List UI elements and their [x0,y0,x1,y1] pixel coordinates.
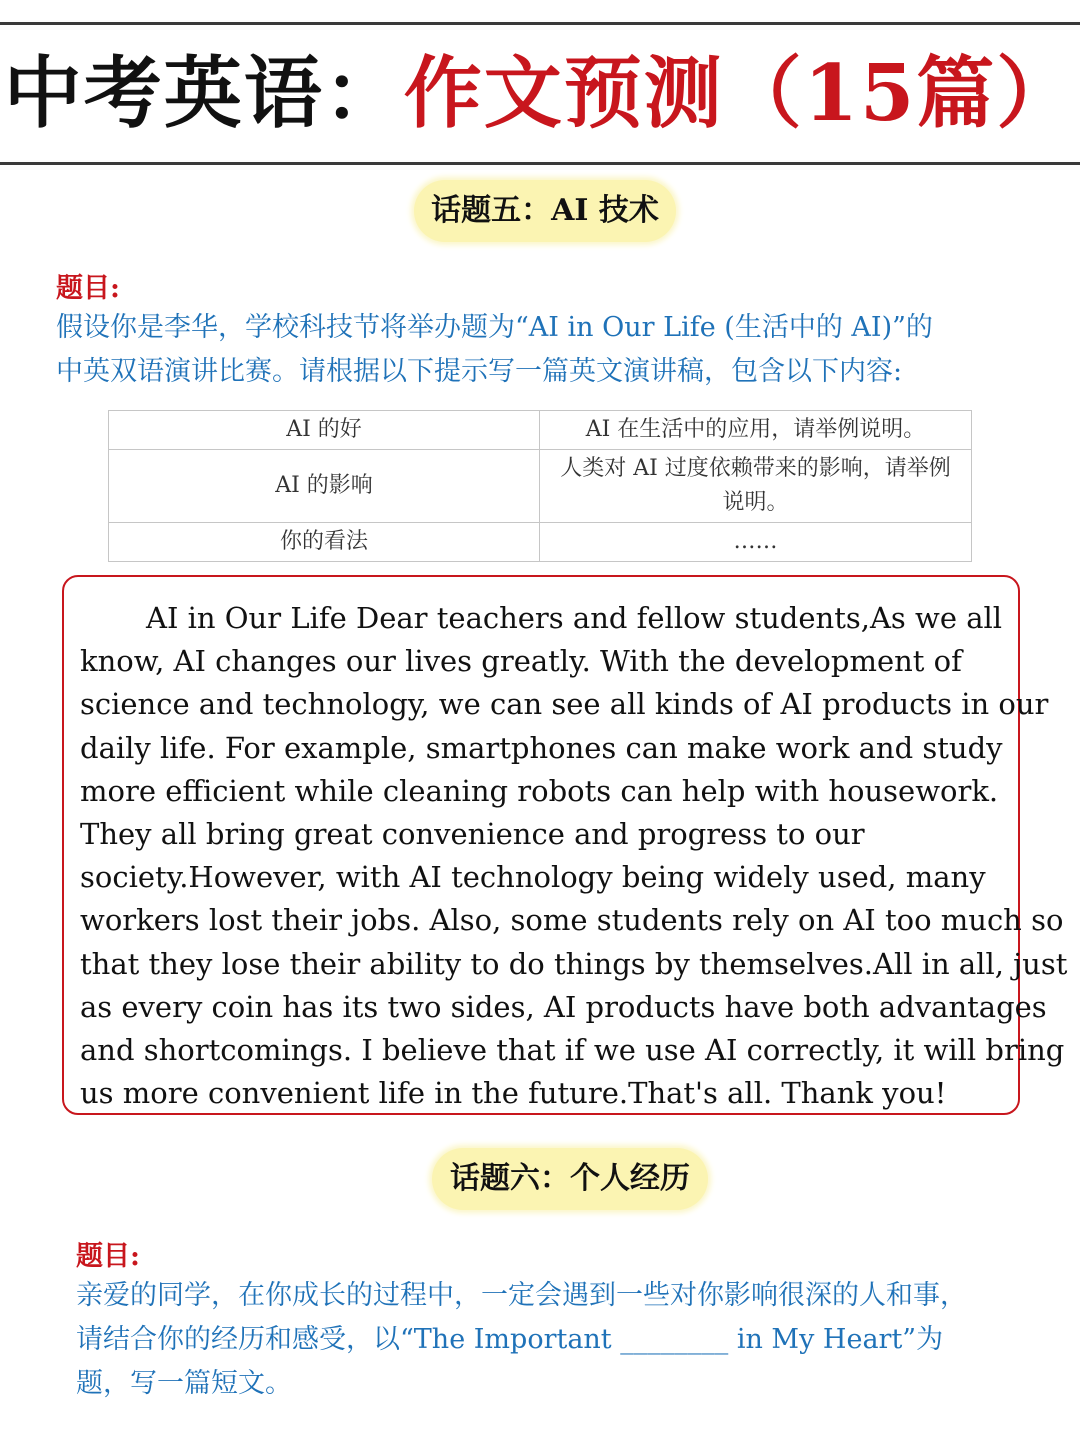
topic-5-question-label: 题目: [56,273,120,304]
model-essay [80,597,1068,1115]
essay-line: and shortcomings. I believe that if we use AI correctly, it will bring [80,1033,1065,1068]
table-key-cell: AI 的好 [109,411,540,450]
table-key-cell: AI 的影响 [109,450,540,523]
essay-line: know, AI changes our lives greatly. With the development of [80,644,962,679]
table-value-line: AI 在生活中的应用，请举例说明。 [585,417,926,442]
table-value-cell [540,523,972,562]
essay-line: daily life. For example, smartphones can make work and study [80,730,1003,765]
table-value-line: …… [733,529,778,554]
prompt-line: 题，写一篇短文。 [76,1368,292,1399]
essay-line: society.However, with AI technology being widely used, many [80,860,986,895]
prompt-line: 亲爱的同学，在你成长的过程中，一定会遇到一些对你影响很深的人和事， [76,1280,967,1311]
header-bottom-rule [0,162,1080,165]
header-top-rule [0,22,1080,25]
topic-6-badge: 话题六：个人经历 [432,1148,708,1210]
topic-6-question-label: 题目: [76,1241,140,1272]
topic-6-prompt [76,1274,1046,1406]
essay-line: as every coin has its two sides, AI products have both advantages [80,989,1047,1024]
topic-5-prompt [56,306,1036,394]
topic-5-badge: 话题五：AI 技术 [414,180,676,242]
table-value-cell [540,450,972,523]
essay-line: They all bring great convenience and progress to our [80,817,865,852]
prompt-line: 中英双语演讲比赛。请根据以下提示写一篇英文演讲稿，包含以下内容: [56,356,903,387]
table-value-cell [540,411,972,450]
table-value-line: 说明。 [722,490,789,515]
table-row [109,411,972,450]
table-row [109,450,972,523]
page-title [0,44,1080,144]
essay-line: AI in Our Life Dear teachers and fellow students,As we all [146,601,1003,635]
essay-line: science and technology, we can see all kinds of AI products in our [80,687,1049,722]
essay-line: that they lose their ability to do things by themselves.All in all, just [80,946,1068,981]
title-highlight: 作文预测（15篇） [403,48,1077,139]
table-value-line: 人类对 AI 过度依赖带来的影响，请举例 [560,456,951,481]
prompt-line: 请结合你的经历和感受，以“The Important ________ in My Heart”为 [76,1324,944,1355]
essay-line: us more convenient life in the future.That's all. Thank you! [80,1076,947,1111]
essay-line: more efficient while cleaning robots can help with housework. [80,773,999,808]
essay-line: workers lost their jobs. Also, some students rely on AI too much so [80,903,1064,938]
prompt-line: 假设你是李华，学校科技节将举办题为“AI in Our Life (生活中的 AI)”的 [56,312,933,343]
title-prefix: 中考英语： [3,48,404,139]
table-row [109,523,972,562]
table-key-cell: 你的看法 [109,523,540,562]
outline-table [108,410,972,562]
